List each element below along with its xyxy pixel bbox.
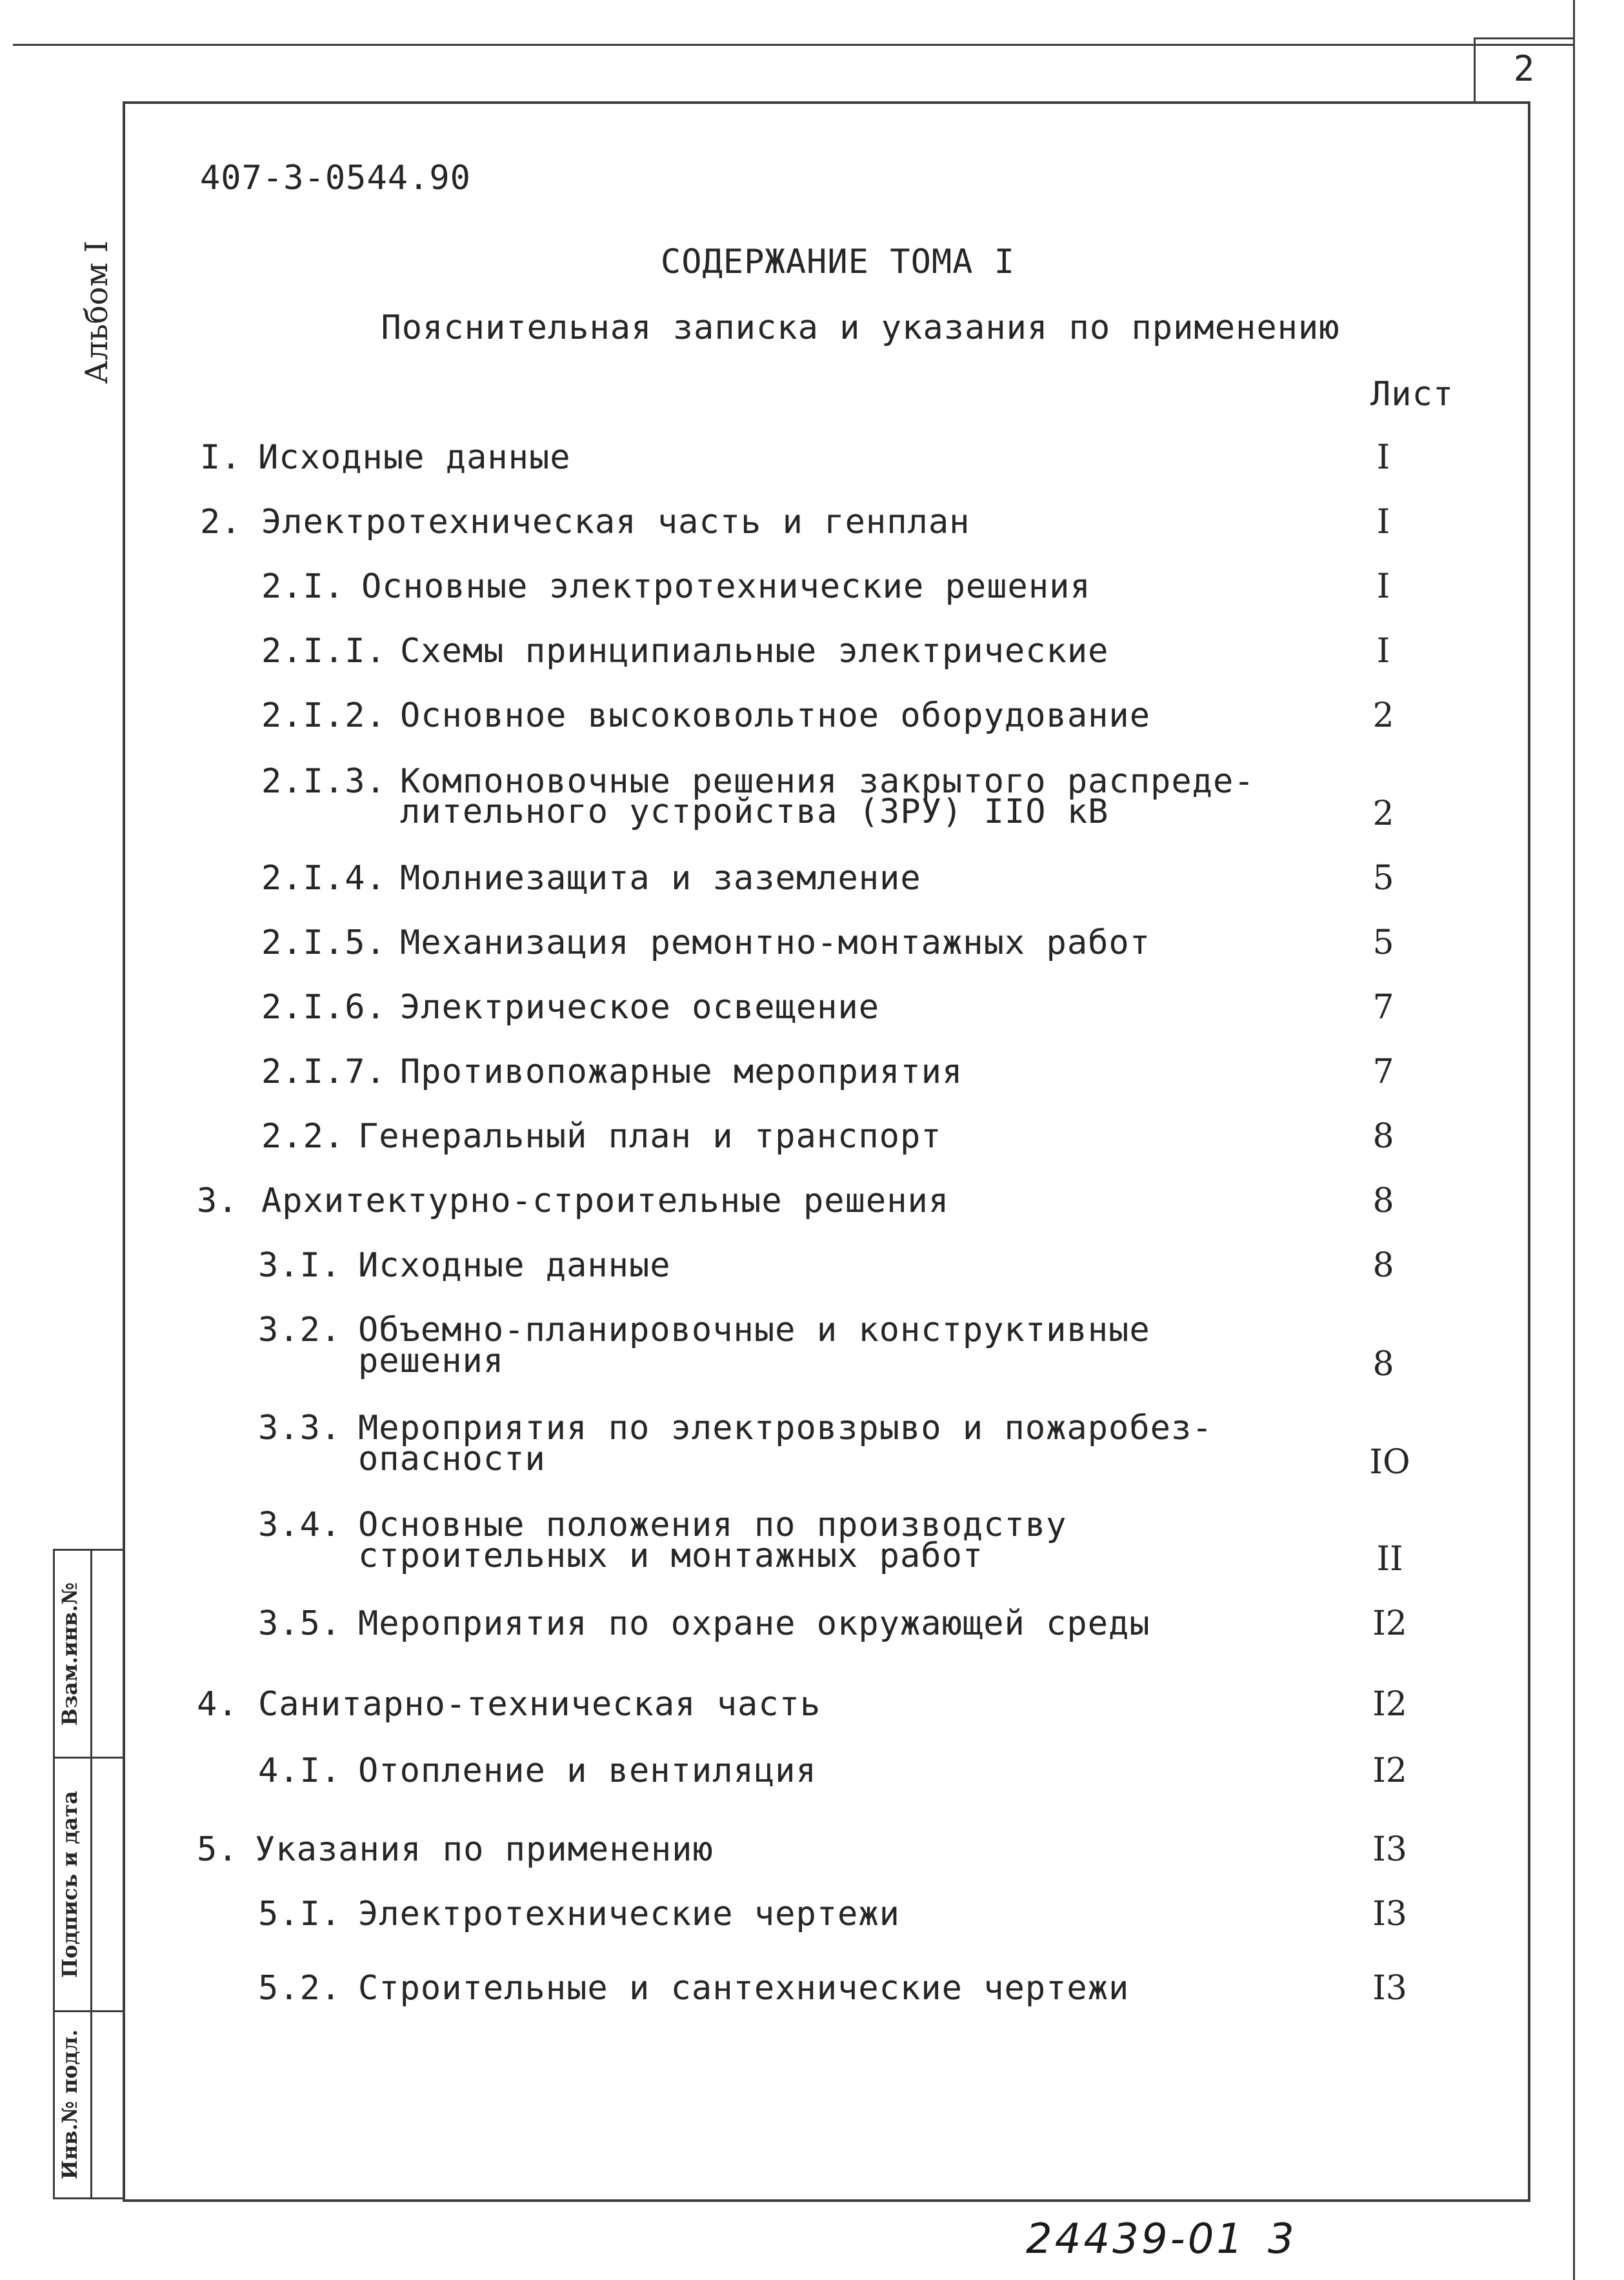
toc-text: Исходные данные: [358, 1246, 671, 1285]
toc-text: Электрическое освещение: [400, 988, 880, 1027]
toc-number: 2.: [200, 503, 242, 541]
page-number: 2: [1513, 48, 1535, 89]
stamp-divider-1: [53, 1757, 124, 1759]
toc-text-continued: лительного устройства (ЗРУ) IIO кВ: [400, 792, 1109, 831]
stamp-inventory-original: Инв.№ подл.: [57, 2029, 82, 2180]
stamp-top: [53, 1549, 124, 1551]
toc-page: 8: [1372, 1117, 1394, 1156]
toc-page: 8: [1372, 1345, 1394, 1384]
toc-number: 3.5.: [258, 1604, 342, 1643]
toc-page: 2: [1372, 696, 1394, 735]
toc-text: Объемно-планировочные и конструктивные: [358, 1311, 1150, 1349]
toc-text: Основное высоковольтное оборудование: [400, 696, 1151, 735]
toc-number: 2.I.7.: [261, 1053, 386, 1091]
toc-page: I: [1376, 503, 1390, 541]
frame-left-line: [123, 101, 125, 2202]
toc-text: Генеральный план и транспорт: [358, 1117, 942, 1156]
toc-page: I: [1376, 438, 1390, 477]
toc-number: 3.I.: [258, 1246, 342, 1285]
toc-text: Указания по применению: [255, 1830, 714, 1869]
toc-number: 2.2.: [261, 1117, 345, 1156]
toc-page: II: [1376, 1540, 1403, 1579]
toc-text: Схемы принципиальные электрические: [400, 632, 1109, 671]
toc-text: Противопожарные мероприятия: [400, 1053, 963, 1091]
frame-right-line: [1528, 101, 1530, 2202]
toc-number: 3.2.: [258, 1311, 342, 1349]
toc-text-continued: опасности: [358, 1440, 546, 1478]
toc-page: I: [1376, 632, 1390, 671]
toc-page: 7: [1372, 1053, 1394, 1091]
toc-page: 5: [1372, 923, 1394, 962]
toc-page: I2: [1372, 1604, 1407, 1643]
toc-text: Архитектурно-строительные решения: [261, 1182, 950, 1220]
stamp-inner-left: [90, 1549, 92, 2199]
toc-page: 8: [1372, 1246, 1394, 1285]
toc-page: I2: [1372, 1751, 1407, 1790]
frame-top-line: [123, 101, 1528, 104]
album-label: Альбом I: [79, 240, 115, 384]
toc-text: Молниезащита и заземление: [400, 859, 921, 898]
stamp-inventory-exchange: Взам.инв.№: [57, 1582, 82, 1726]
toc-number: 2.I.4.: [261, 859, 386, 898]
toc-number: 5.I.: [258, 1895, 342, 1933]
toc-number: 2.I.I.: [261, 632, 386, 671]
toc-page: I: [1376, 567, 1390, 606]
footer-code: 24439-01: [1026, 2215, 1246, 2263]
toc-text: Механизация ремонтно-монтажных работ: [400, 923, 1151, 962]
toc-text: Строительные и сантехнические чертежи: [358, 1969, 1130, 2008]
toc-number: I.: [200, 438, 242, 477]
toc-number: 2.I.2.: [261, 696, 386, 735]
sheet-column-header: Лист: [1370, 375, 1454, 414]
toc-text: Санитарно-техническая часть: [258, 1685, 821, 1724]
toc-text: Основные электротехнические решения: [361, 567, 1091, 606]
stamp-signature-date: Подпись и дата: [57, 1791, 82, 1978]
toc-text-continued: решения: [358, 1342, 505, 1380]
top-border-line: [13, 44, 1573, 46]
toc-number: 2.I.: [261, 567, 345, 606]
toc-page: IO: [1369, 1443, 1410, 1482]
toc-number: 4.: [197, 1685, 239, 1724]
document-subtitle: Пояснительная записка и указания по применению: [381, 308, 1340, 347]
toc-text: Электротехническая часть и генплан: [261, 503, 970, 541]
toc-page: 8: [1372, 1182, 1394, 1220]
toc-number: 4.I.: [258, 1751, 342, 1790]
toc-text: Основные положения по производству: [358, 1506, 1067, 1544]
toc-number: 2.I.3.: [261, 762, 386, 801]
toc-page: I3: [1372, 1830, 1407, 1869]
toc-text: Электротехнические чертежи: [358, 1895, 900, 1933]
toc-text: Компоновочные решения закрытого распреде-: [400, 762, 1255, 801]
toc-page: I2: [1372, 1685, 1407, 1724]
toc-page: I3: [1372, 1895, 1407, 1933]
toc-text-continued: строительных и монтажных работ: [358, 1537, 984, 1575]
toc-page: 5: [1372, 859, 1394, 898]
footer-sheet: 3: [1268, 2215, 1297, 2263]
stamp-bottom: [53, 2197, 124, 2199]
toc-number: 3.: [197, 1182, 239, 1220]
page-number-box-top: [1474, 37, 1574, 39]
toc-number: 5.2.: [258, 1969, 342, 2008]
toc-page: I3: [1372, 1969, 1407, 2008]
toc-number: 2.I.5.: [261, 923, 386, 962]
document-code: 407-3-0544.90: [200, 159, 471, 197]
toc-text: Исходные данные: [258, 438, 571, 477]
toc-text: Отопление и вентиляция: [358, 1751, 817, 1790]
frame-bottom-line: [123, 2199, 1530, 2202]
toc-number: 3.4.: [258, 1506, 342, 1544]
document-title: СОДЕРЖАНИЕ ТОМА I: [660, 243, 1016, 281]
toc-page: 2: [1372, 794, 1394, 833]
toc-page: 7: [1372, 988, 1394, 1027]
toc-number: 3.3.: [258, 1409, 342, 1448]
stamp-divider-2: [53, 2010, 124, 2012]
toc-text: Мероприятия по охране окружающей среды: [358, 1604, 1150, 1643]
toc-text: Мероприятия по электровзрыво и пожаробез-: [358, 1409, 1213, 1448]
toc-number: 2.I.6.: [261, 988, 386, 1027]
toc-number: 5.: [197, 1830, 239, 1869]
